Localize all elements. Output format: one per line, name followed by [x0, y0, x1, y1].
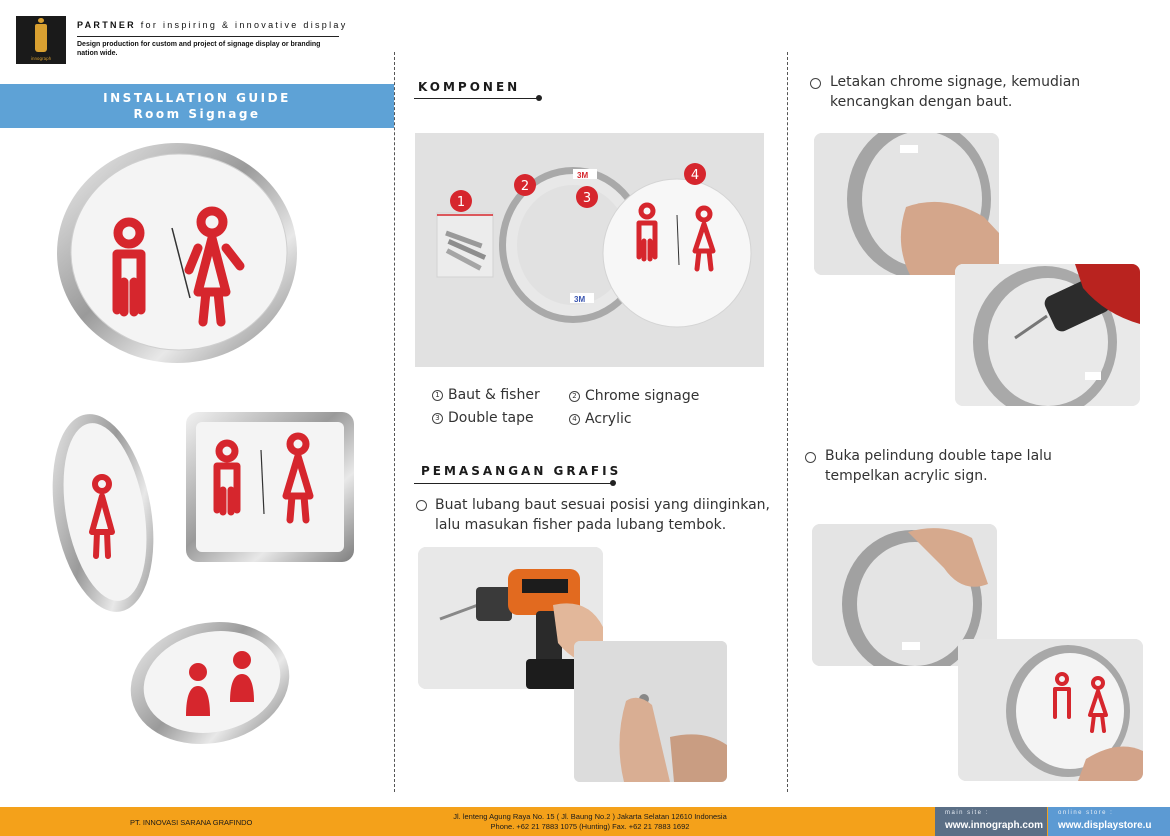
column-divider-1	[394, 52, 395, 792]
komponen-title-rule	[414, 98, 538, 99]
acrylic-attach-photo	[958, 639, 1143, 781]
company-logo	[16, 16, 66, 64]
badge-4: 4	[690, 168, 700, 183]
screwdriver-photo	[955, 264, 1140, 406]
acrylic-disk	[603, 179, 751, 327]
pemasangan-title-rule	[414, 483, 612, 484]
komponen-title-dot	[536, 95, 542, 101]
column-divider-2	[787, 52, 788, 792]
tagline-rule	[77, 36, 339, 37]
footer-main-site[interactable]	[935, 807, 1047, 836]
tagline-bold: PARTNER	[77, 20, 136, 30]
main-site-link[interactable]: www.innograph.com	[945, 820, 1043, 831]
step-1-text: Buat lubang baut sesuai posisi yang diinginkan, lalu masukan fisher pada lubang tembok.	[435, 497, 771, 533]
step-2-bullet	[810, 78, 821, 89]
component-label-1: Baut & fisher	[448, 387, 540, 403]
component-label-2: Chrome signage	[585, 388, 700, 404]
components-photo	[415, 133, 764, 367]
komponen-title: KOMPONEN	[418, 80, 521, 94]
fisher-photo	[574, 641, 727, 782]
oval-sign-tilted	[38, 406, 167, 620]
tagline-subline: Design production for custom and project of signage display or branding nation wide.	[77, 41, 321, 57]
bolts-bag	[437, 213, 493, 277]
footer-online-store[interactable]	[1048, 807, 1170, 836]
component-num-3: 3	[432, 413, 443, 424]
step-1-bullet	[416, 500, 427, 511]
badge-2: 2	[520, 179, 530, 194]
component-label-3: Double tape	[448, 410, 534, 426]
component-num-1: 1	[432, 390, 443, 401]
component-label-4: Acrylic	[585, 411, 632, 427]
tape-brand-top: 3M	[577, 171, 589, 180]
component-item-3	[432, 410, 534, 426]
main-site-label: main site :	[945, 810, 989, 816]
footer-address-line2: Phone. +62 21 7883 1075 (Hunting) Fax. +62 21 7883 1692	[490, 822, 690, 831]
badge-1: 1	[456, 195, 466, 210]
tape-brand-bottom: 3M	[574, 295, 586, 304]
footer-company: PT. INNOVASI SARANA GRAFINDO	[130, 818, 253, 827]
badge-3: 3	[582, 191, 592, 206]
tagline	[77, 20, 348, 30]
component-item-1	[432, 387, 540, 403]
online-store-label: online store :	[1058, 810, 1114, 816]
online-store-link[interactable]: www.displaystore.u	[1058, 820, 1152, 831]
footer-address-line1: Jl. lenteng Agung Raya No. 15 ( Jl. Baung No.2 ) Jakarta Selatan 12610 Indonesia	[453, 812, 727, 821]
component-item-2	[569, 388, 699, 404]
step-3-text: Buka pelindung double tape lalu tempelkan acrylic sign.	[825, 448, 1052, 484]
pemasangan-title: PEMASANGAN GRAFIS	[421, 464, 622, 478]
installation-guide-banner	[0, 84, 394, 128]
logo-text: innograph	[30, 56, 52, 61]
guide-title: INSTALLATION GUIDE	[103, 91, 291, 105]
footer-address	[420, 812, 760, 832]
pemasangan-title-dot	[610, 480, 616, 486]
chrome-placement-photo	[814, 133, 999, 275]
component-num-4: 4	[569, 414, 580, 425]
step-2-text: Letakan chrome signage, kemudian kencangkan dengan baut.	[830, 74, 1081, 110]
component-item-4	[569, 411, 632, 427]
component-num-2: 2	[569, 391, 580, 402]
oval-sign-flat	[119, 608, 300, 759]
logo-mark-icon	[35, 24, 47, 52]
square-sign	[186, 412, 354, 562]
tagline-rest: for inspiring & innovative display	[135, 20, 348, 30]
round-sign-large	[57, 143, 297, 363]
product-signs-illustration	[0, 130, 394, 800]
step-3-bullet	[805, 452, 816, 463]
guide-subtitle: Room Signage	[133, 107, 261, 121]
